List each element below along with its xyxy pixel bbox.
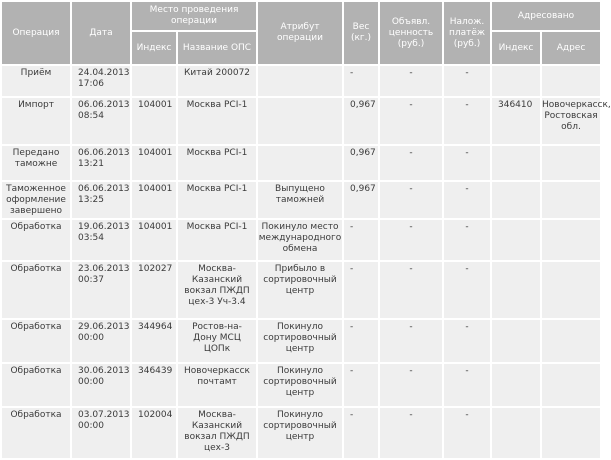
- header-date: Дата: [71, 1, 131, 65]
- table-row: [1, 363, 601, 407]
- cell-place-name: Москва- Казанский вокзал ПЖДП цех-3: [177, 407, 257, 459]
- cell-attribute: Выпущено таможней: [257, 181, 343, 219]
- cell-operation: Таможенное оформление завершено: [1, 181, 71, 219]
- cell-place-index: 104001: [131, 97, 177, 145]
- cell-operation: Обработка: [1, 363, 71, 407]
- header-addressed: Адресовано: [491, 1, 601, 31]
- cell-cod: -: [443, 407, 491, 459]
- cell-place-index: 344964: [131, 319, 177, 363]
- cell-cod: -: [443, 181, 491, 219]
- cell-operation: Импорт: [1, 97, 71, 145]
- cell-declared-value: -: [379, 319, 443, 363]
- cell-operation: Приём: [1, 65, 71, 97]
- cell-place-name: Москва- Казанский вокзал ПЖДП цех-3 Уч-3.4: [177, 261, 257, 319]
- cell-addr-index: [491, 363, 541, 407]
- cell-date: 06.06.2013 13:21: [71, 145, 131, 181]
- header-attribute: Атрибут операции: [257, 1, 343, 65]
- cell-addr-address: [541, 319, 601, 363]
- cell-addr-index: [491, 261, 541, 319]
- header-place-index: Индекс: [131, 31, 177, 65]
- table-row: [1, 97, 601, 145]
- cell-declared-value: -: [379, 363, 443, 407]
- cell-cod: -: [443, 145, 491, 181]
- table-row: [1, 145, 601, 181]
- cell-place-index: 102027: [131, 261, 177, 319]
- cell-attribute: Покинуло сортировочный центр: [257, 363, 343, 407]
- header-addr-index: Индекс: [491, 31, 541, 65]
- cell-attribute: Покинуло сортировочный центр: [257, 319, 343, 363]
- table-body: [1, 65, 611, 459]
- cell-declared-value: -: [379, 97, 443, 145]
- cell-place-index: 346439: [131, 363, 177, 407]
- header-declared-value: Объявл. ценность (руб.): [379, 1, 443, 65]
- cell-date: 19.06.2013 03:54: [71, 219, 131, 261]
- table-row: [1, 65, 601, 97]
- cell-date: 29.06.2013 00:00: [71, 319, 131, 363]
- header-weight: Вес (кг.): [343, 1, 379, 65]
- cell-addr-index: [491, 65, 541, 97]
- header-place: Место проведения операции: [131, 1, 257, 31]
- cell-weight: -: [343, 219, 379, 261]
- cell-place-name: Москва PCI-1: [177, 181, 257, 219]
- cell-cod: -: [443, 219, 491, 261]
- cell-addr-address: [541, 261, 601, 319]
- cell-operation: Обработка: [1, 261, 71, 319]
- cell-place-index: 104001: [131, 181, 177, 219]
- cell-weight: -: [343, 65, 379, 97]
- table-header: [1, 1, 601, 65]
- cell-operation: Передано таможне: [1, 145, 71, 181]
- cell-declared-value: -: [379, 65, 443, 97]
- cell-cod: -: [443, 97, 491, 145]
- table-row: [1, 319, 601, 363]
- cell-declared-value: -: [379, 261, 443, 319]
- cell-place-name: Китай 200072: [177, 65, 257, 97]
- cell-weight: -: [343, 363, 379, 407]
- cell-addr-index: [491, 319, 541, 363]
- cell-declared-value: -: [379, 145, 443, 181]
- cell-place-name: Ростов-на- Дону МСЦ ЦОПк: [177, 319, 257, 363]
- cell-declared-value: -: [379, 407, 443, 459]
- cell-cod: -: [443, 319, 491, 363]
- cell-addr-address: Новочеркасск, Ростовская обл.: [541, 97, 601, 145]
- cell-operation: Обработка: [1, 219, 71, 261]
- cell-operation: Обработка: [1, 319, 71, 363]
- cell-cod: -: [443, 363, 491, 407]
- header-addr-address: Адрес: [541, 31, 601, 65]
- cell-addr-address: [541, 219, 601, 261]
- cell-attribute: [257, 65, 343, 97]
- cell-weight: -: [343, 261, 379, 319]
- cell-weight: -: [343, 407, 379, 459]
- cell-weight: -: [343, 319, 379, 363]
- table-row: [1, 407, 601, 459]
- table-row: [1, 219, 601, 261]
- cell-date: 06.06.2013 13:25: [71, 181, 131, 219]
- table-row: [1, 261, 601, 319]
- cell-place-index: [131, 65, 177, 97]
- cell-addr-index: [491, 145, 541, 181]
- cell-cod: -: [443, 65, 491, 97]
- cell-addr-index: [491, 219, 541, 261]
- cell-addr-index: 346410: [491, 97, 541, 145]
- cell-date: 30.06.2013 00:00: [71, 363, 131, 407]
- cell-place-name: Москва PCI-1: [177, 145, 257, 181]
- cell-weight: 0,967: [343, 145, 379, 181]
- cell-place-index: 104001: [131, 145, 177, 181]
- cell-declared-value: -: [379, 219, 443, 261]
- header-place-name: Название ОПС: [177, 31, 257, 65]
- cell-weight: 0,967: [343, 181, 379, 219]
- cell-date: 03.07.2013 00:00: [71, 407, 131, 459]
- cell-operation: Обработка: [1, 407, 71, 459]
- cell-weight: 0,967: [343, 97, 379, 145]
- header-operation: Операция: [1, 1, 71, 65]
- cell-date: 23.06.2013 00:37: [71, 261, 131, 319]
- cell-attribute: Покинуло место международного обмена: [257, 219, 343, 261]
- cell-date: 06.06.2013 08:54: [71, 97, 131, 145]
- cell-cod: -: [443, 261, 491, 319]
- cell-addr-address: [541, 145, 601, 181]
- cell-addr-address: [541, 407, 601, 459]
- cell-attribute: [257, 145, 343, 181]
- cell-addr-address: [541, 181, 601, 219]
- cell-place-name: Москва PCI-1: [177, 219, 257, 261]
- cell-attribute: [257, 97, 343, 145]
- cell-place-name: Новочеркасск почтамт: [177, 363, 257, 407]
- cell-date: 24.04.2013 17:06: [71, 65, 131, 97]
- cell-place-index: 104001: [131, 219, 177, 261]
- cell-addr-address: [541, 363, 601, 407]
- cell-place-index: 102004: [131, 407, 177, 459]
- cell-declared-value: -: [379, 181, 443, 219]
- cell-attribute: Прибыло в сортировочный центр: [257, 261, 343, 319]
- cell-attribute: Покинуло сортировочный центр: [257, 407, 343, 459]
- table-row: [1, 181, 601, 219]
- header-cod: Налож. платёж (руб.): [443, 1, 491, 65]
- cell-addr-address: [541, 65, 601, 97]
- cell-addr-index: [491, 181, 541, 219]
- cell-addr-index: [491, 407, 541, 459]
- cell-place-name: Москва PCI-1: [177, 97, 257, 145]
